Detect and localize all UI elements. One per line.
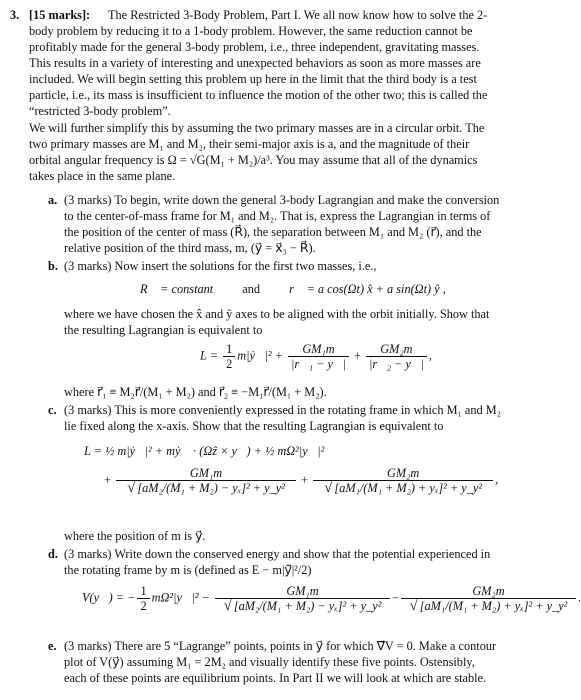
para2-line: We will further simplify this by assuming the two primary masses are in a circular orbit. The (29, 121, 485, 135)
eq-operator: + (104, 473, 111, 487)
radicand: [aM₁/(M₁ + M₂) + yₓ]² + y_y² (419, 599, 568, 613)
para2-line: takes place in the same plane. (29, 169, 176, 183)
problem-number: 3. (10, 8, 20, 22)
part-e-line: each of these points are equilibrium points. In Part II we will look at which are stable. (64, 671, 487, 685)
numerator: GM₁m (116, 466, 296, 481)
part-c-label: c. (48, 403, 57, 417)
denominator: |r⃗₁ − y⃗| (291, 357, 346, 371)
para2-line: two primary masses are M₁ and M₂, their semi-major axis is a, and the magnitude of their (29, 137, 470, 151)
eq-punctuation: , (495, 472, 499, 487)
eq-term: mΩ²|y⃗|² − (151, 590, 210, 605)
part-e-line: (3 marks) There are 5 “Lagrange” points, points in y⃗ for which ∇⃗V = 0. Make a contour (64, 639, 497, 653)
denominator: 2 (140, 599, 147, 613)
eq-term: R⃗ = constant (140, 282, 214, 296)
eq-term: m|ẏ⃗|² + (237, 348, 283, 363)
intro-line: This results in a variety of interesting and unexpected behaviors as soon as more masses are (29, 56, 481, 70)
eq-punctuation: . (577, 590, 581, 605)
part-a-line: relative position of the third mass, m, (y⃗ = x⃗₃ − R⃗). (64, 241, 316, 255)
denominator (313, 481, 493, 495)
part-d-line: the rotating frame by m is (defined as E − m|ẏ⃗|²/2) (64, 563, 312, 577)
part-a-line: to the center-of-mass frame for M₁ and M₂. That is, express the Lagrangian in terms of (64, 209, 491, 223)
numerator: GM₁m (215, 584, 390, 599)
intro-line: “restricted 3-body problem”. (29, 104, 171, 118)
part-b-where: where r⃗₁ ≡ M₂r⃗/(M₁ + M₂) and r⃗₂ ≡ −M₁r⃗/(M₁ + M₂). (64, 385, 327, 399)
part-b-equation-1 (140, 282, 446, 297)
intro-line: particle, i.e., its mass is insufficient to influence the motion of the other two; this is called the (29, 88, 488, 102)
eq-term: L = (200, 348, 218, 363)
denominator (116, 481, 296, 495)
part-b-label: b. (48, 259, 58, 273)
intro-line: The Restricted 3-Body Problem, Part I. We all now know how to solve the 2- (108, 8, 488, 22)
fraction (137, 584, 149, 613)
sqrt-symbol: √ (324, 480, 333, 496)
part-c-where: where the position of m is y⃗. (64, 529, 206, 543)
denominator (401, 599, 576, 613)
problem-points: [15 marks]: (29, 8, 91, 22)
part-d-label: d. (48, 547, 58, 561)
part-b-line: where we have chosen the x̂ and ŷ axes to be aligned with the orbit initially. Show that (64, 307, 490, 321)
intro-line: included. We will begin setting this problem up here in the limit that the third body is a test (29, 72, 477, 86)
sqrt-symbol: √ (223, 598, 232, 614)
sqrt-symbol: √ (409, 598, 418, 614)
radicand: [aM₂/(M₁ + M₂) − yₓ]² + y_y² (233, 599, 382, 613)
para2-line: orbital angular frequency is Ω = √G(M₁ + M₂)/a³. You may assume that all of the dynamics (29, 153, 478, 167)
part-d-line: (3 marks) Write down the conserved energy and show that the potential experienced in (64, 547, 491, 561)
eq-conjunction: and (242, 282, 261, 296)
fraction (401, 584, 576, 613)
part-a-line: the position of the center of mass (R⃗), the separation between M₁ and M₂ (r⃗), and the (64, 225, 482, 239)
part-c-line: (3 marks) This is more conveniently expressed in the rotating frame in which M₁ and M₂ (64, 403, 501, 417)
fraction (223, 342, 235, 371)
denominator: 2 (226, 357, 233, 371)
eq-term: r⃗ = a cos(Ωt) x̂ + a sin(Ωt) ŷ , (289, 282, 446, 296)
part-e-line: plot of V(y⃗) assuming M₁ = 2M₂ and visually identify these five points. Ostensibly, (64, 655, 475, 669)
part-d-potential (82, 584, 581, 613)
part-c-lagrangian-line1: L = ½ m|ẏ⃗|² + mẏ⃗ · (Ωẑ × y⃗) + ½ mΩ²|y⃗|² (84, 444, 325, 458)
fraction (313, 466, 493, 495)
eq-term: V(y⃗) = − (82, 590, 136, 605)
denominator: |r⃗₂ − y⃗| (369, 357, 424, 371)
sqrt-symbol: √ (127, 480, 136, 496)
numerator: 1 (137, 584, 149, 599)
intro-line: body problem by reducing it to a 1-body problem. However, the same reduction cannot be (29, 24, 473, 38)
part-a-label: a. (48, 193, 58, 207)
numerator: GM₁m (288, 342, 349, 357)
part-c-line: lie fixed along the x-axis. Show that the resulting Lagrangian is equivalent to (64, 419, 444, 433)
numerator: GM₂m (313, 466, 493, 481)
fraction (116, 466, 296, 495)
part-e-label: e. (48, 639, 57, 653)
numerator: 1 (223, 342, 235, 357)
intro-line: profitably made for the general 3-body problem, i.e., three independent, gravitating masses. (29, 40, 480, 54)
eq-punctuation: , (428, 348, 432, 363)
numerator: GM₂m (366, 342, 427, 357)
part-b-line: (3 marks) Now insert the solutions for the first two masses, i.e., (64, 259, 377, 273)
part-a-line: (3 marks) To begin, write down the general 3-body Lagrangian and make the conversion (64, 193, 500, 207)
radicand: [aM₁/(M₁ + M₂) + yₓ]² + y_y² (334, 481, 483, 495)
fraction (215, 584, 390, 613)
eq-operator: + (353, 348, 361, 363)
part-c-lagrangian-line2 (104, 466, 498, 495)
numerator: GM₂m (401, 584, 576, 599)
eq-operator: − (392, 591, 399, 605)
fraction (288, 342, 349, 371)
radicand: [aM₂/(M₁ + M₂) − yₓ]² + y_y² (137, 481, 285, 495)
fraction (366, 342, 427, 371)
part-b-line: the resulting Lagrangian is equivalent to (64, 323, 263, 337)
denominator (215, 599, 390, 613)
part-b-lagrangian (200, 342, 432, 371)
eq-operator: + (301, 473, 309, 487)
